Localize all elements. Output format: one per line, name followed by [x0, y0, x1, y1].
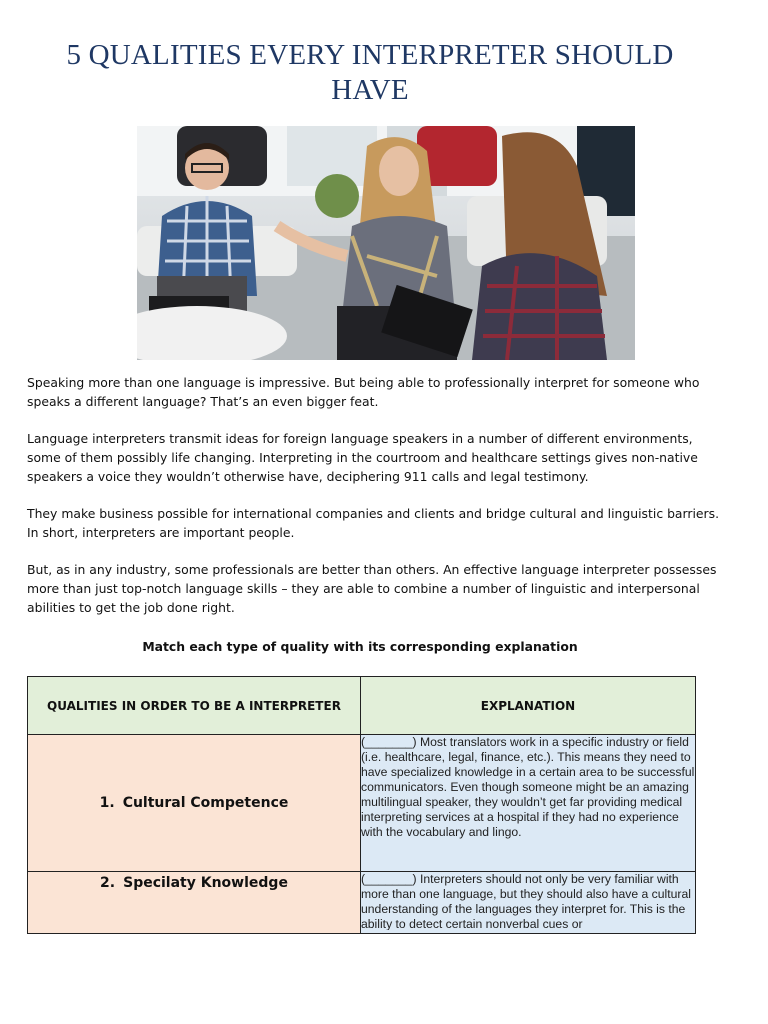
table-row [28, 872, 696, 934]
explanation-cell [361, 872, 696, 934]
qualities-header: QUALITIES IN ORDER TO BE A INTERPRETER [28, 677, 361, 735]
paragraph: Language interpreters transmit ideas for foreign language speakers in a number of different environments, some of them possibly life changing. Interpreting in the courtroom and healthcare settings gives non-native speakers a voice they wouldn’t otherwise have, deciphering 911 calls and legal testimony. [27, 431, 698, 484]
quality-cell [28, 872, 361, 934]
exercise-instruction: Match each type of quality with its corresponding explanation [142, 639, 578, 654]
quality-label: Specilaty Knowledge [123, 875, 288, 891]
intro-text [27, 373, 727, 635]
page-title: 5 QUALITIES EVERY INTERPRETER SHOULD HAVE [66, 39, 674, 106]
quality-cell [28, 735, 361, 872]
table-header-row [28, 677, 696, 735]
explanation-text: (_______) Interpreters should not only be very familiar with more than one language, but they should also have a cultural understanding of the languages they interpret for. This is the ability to detect certain nonverbal cues or [361, 872, 691, 930]
paragraph: But, as in any industry, some professionals are better than others. An effective language interpreter possesses more than just top-notch language skills – they are able to combine a number of linguistic and interpersonal abilities to get the job done right. [27, 562, 717, 615]
paragraph: They make business possible for international companies and clients and bridge cultural and linguistic barriers. In short, interpreters are important people. [27, 506, 720, 540]
quality-number: 2. [100, 875, 116, 891]
table-row [28, 735, 696, 872]
matching-table [27, 676, 696, 934]
explanation-header: EXPLANATION [361, 677, 696, 735]
quality-label: Cultural Competence [122, 795, 289, 811]
quality-number: 1. [99, 795, 115, 811]
explanation-cell: (_______) Most translators work in a specific industry or field (i.e. healthcare, legal, finance, etc.). This means they need to have specialized knowledge in a certain area to be successful communicators. Even though someone might be an amazing multilingual speaker, they wouldn’t get far providing medical interpreting services at a hospital if they had no experience with the vocabulary and lingo. [361, 735, 696, 872]
paragraph: Speaking more than one language is impressive. But being able to professionally interpret for someone who speaks a different language? That’s an even bigger feat. [27, 375, 700, 409]
classroom-photo [137, 126, 635, 360]
